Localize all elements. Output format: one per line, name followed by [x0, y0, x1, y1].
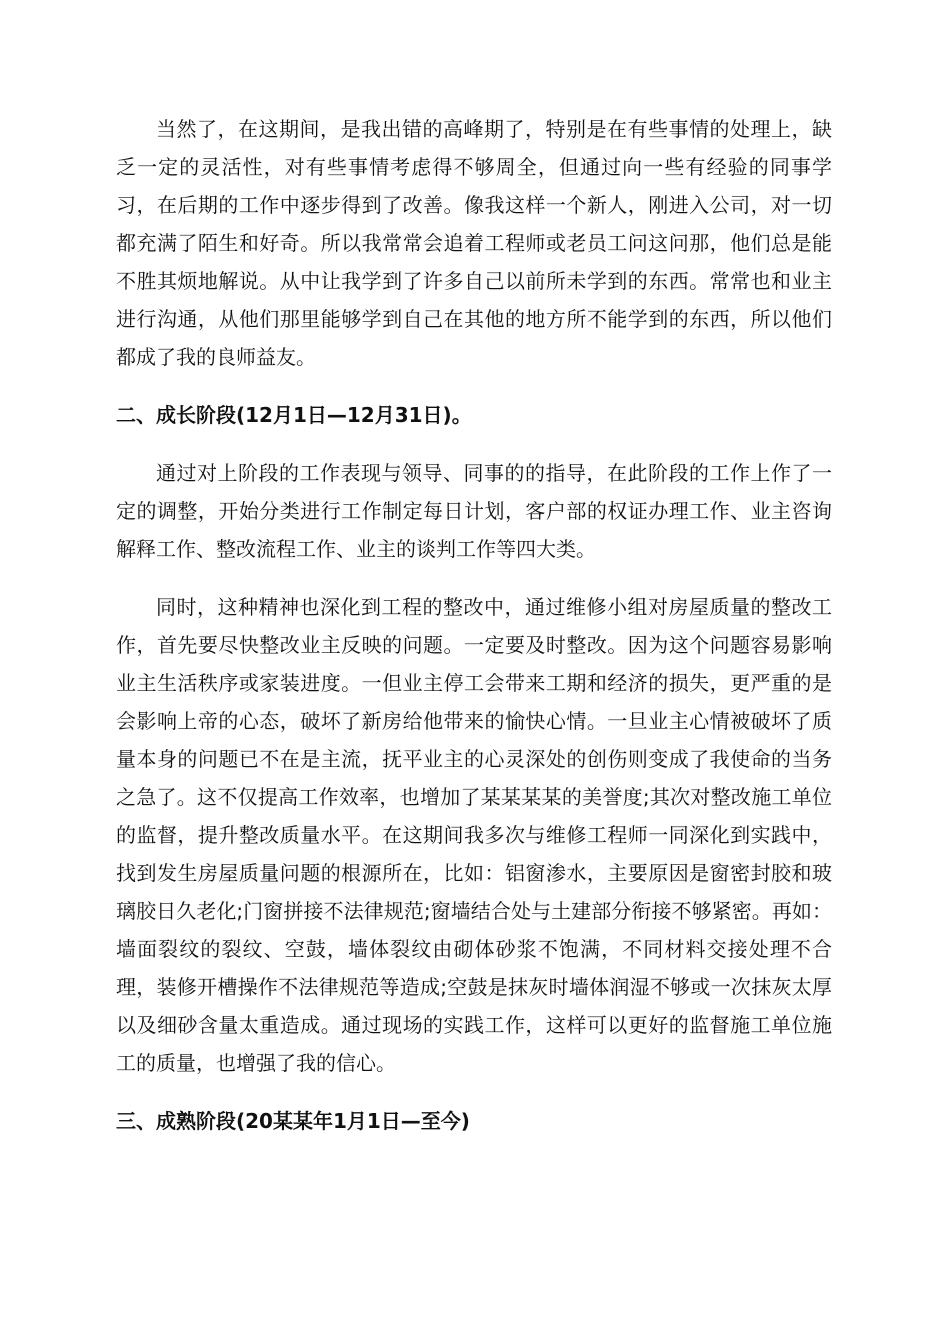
section-heading-growth: 二、成长阶段(12月1日—12月31日)。 [116, 403, 472, 427]
paragraph-2: 通过对上阶段的工作表现与领导、同事的的指导，在此阶段的工作上作了一定的调整，开始分类进行工作制定每日计划，客户部的权证办理工作、业主咨询解释工作、整改流程工作、业主的谈判工作等四大类。 [116, 461, 832, 561]
paragraph-3: 同时，这种精神也深化到工程的整改中，通过维修小组对房屋质量的整改工作，首先要尽快整改业主反映的问题。一定要及时整改。因为这个问题容易影响业主生活秩序或家装进度。一但业主停工会带来工期和经济的损失，更严重的是会影响上帝的心态，破坏了新房给他带来的愉快心情。一旦业主心情被破坏了质量本身的问题已不在是主流，抚平业主的心灵深处的创伤则变成了我使命的当务之急了。这不仅提高工作效率，也增加了某某某某的美誉度;其次对整改施工单位的监督，提升整改质量水平。在这期间我多次与维修工程师一同深化到实践中，找到发生房屋质量问题的根源所在，比如：铝窗渗水，主要原因是窗密封胶和玻璃胶日久老化;门窗拼接不法律规范;窗墙结合处与土建部分衔接不够紧密。再如：墙面裂纹的裂纹、空鼓，墙体裂纹由砌体砂浆不饱满，不同材料交接处理不合理，装修开槽操作不法律规范等造成;空鼓是抹灰时墙体润湿不够或一次抹灰太厚以及细砂含量太重造成。通过现场的实践工作，这样可以更好的监督施工单位施工的质量，也增强了我的信心。 [116, 595, 832, 1075]
document-body [116, 110, 832, 1160]
paragraph-1: 当然了，在这期间，是我出错的高峰期了，特别是在有些事情的处理上，缺乏一定的灵活性，对有些事情考虑得不够周全，但通过向一些有经验的同事学习，在后期的工作中逐步得到了改善。像我这样一个新人，刚进入公司，对一切都充满了陌生和好奇。所以我常常会追着工程师或老员工问这问那，他们总是能不胜其烦地解说。从中让我学到了许多自己以前所未学到的东西。常常也和业主进行沟通，从他们那里能够学到自己在其他的地方所不能学到的东西，所以他们都成了我的良师益友。 [116, 117, 832, 369]
section-heading-mature: 三、成熟阶段(20某某年1月1日—至今) [116, 1109, 470, 1133]
